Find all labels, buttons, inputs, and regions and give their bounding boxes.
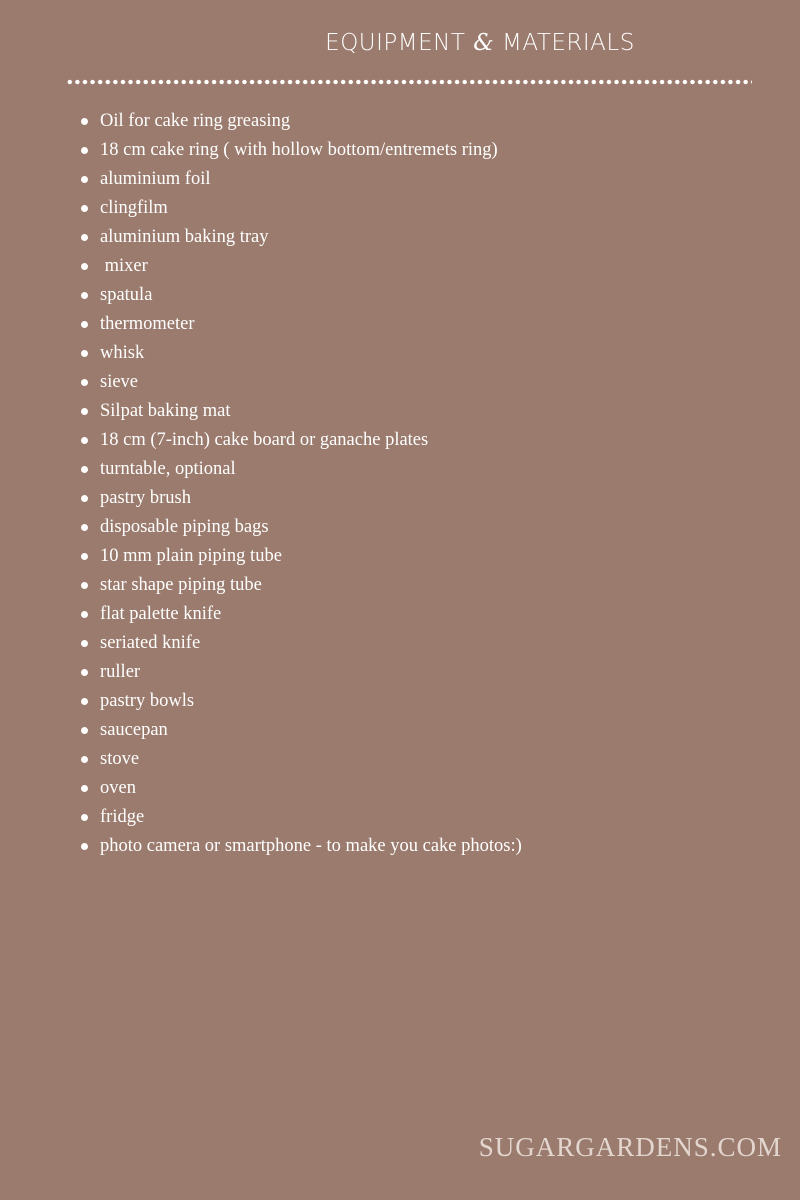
list-item: pastry brush [0,484,522,513]
list-item: thermometer [0,310,522,339]
list-item: spatula [0,281,522,310]
equipment-list [0,107,522,861]
list-item: ruller [0,658,522,687]
list-item: whisk [0,339,522,368]
list-item: pastry bowls [0,687,522,716]
list-item: photo camera or smartphone - to make you cake photos:) [0,832,522,861]
list-item: sieve [0,368,522,397]
page-title [0,30,800,56]
list-item: stove [0,745,522,774]
title-text-equipment: EQUIPMENT [325,30,474,56]
list-item: star shape piping tube [0,571,522,600]
list-item: aluminium foil [0,165,522,194]
list-item: flat palette knife [0,600,522,629]
list-item: oven [0,774,522,803]
list-item: disposable piping bags [0,513,522,542]
list-item: aluminium baking tray [0,223,522,252]
list-item: turntable, optional [0,455,522,484]
list-item: seriated knife [0,629,522,658]
title-text-materials: MATERIALS [494,30,635,56]
list-item: Silpat baking mat [0,397,522,426]
list-item: mixer [0,252,522,281]
dotted-divider [66,78,752,86]
website-footer: SUGARGARDENS.COM [478,1132,782,1162]
list-item: fridge [0,803,522,832]
title-ampersand: & [473,30,495,56]
list-item: clingfilm [0,194,522,223]
list-item: 18 cm (7-inch) cake board or ganache plates [0,426,522,455]
list-item: saucepan [0,716,522,745]
list-item: 18 cm cake ring ( with hollow bottom/entremets ring) [0,136,522,165]
list-item: 10 mm plain piping tube [0,542,522,571]
list-item: Oil for cake ring greasing [0,107,522,136]
